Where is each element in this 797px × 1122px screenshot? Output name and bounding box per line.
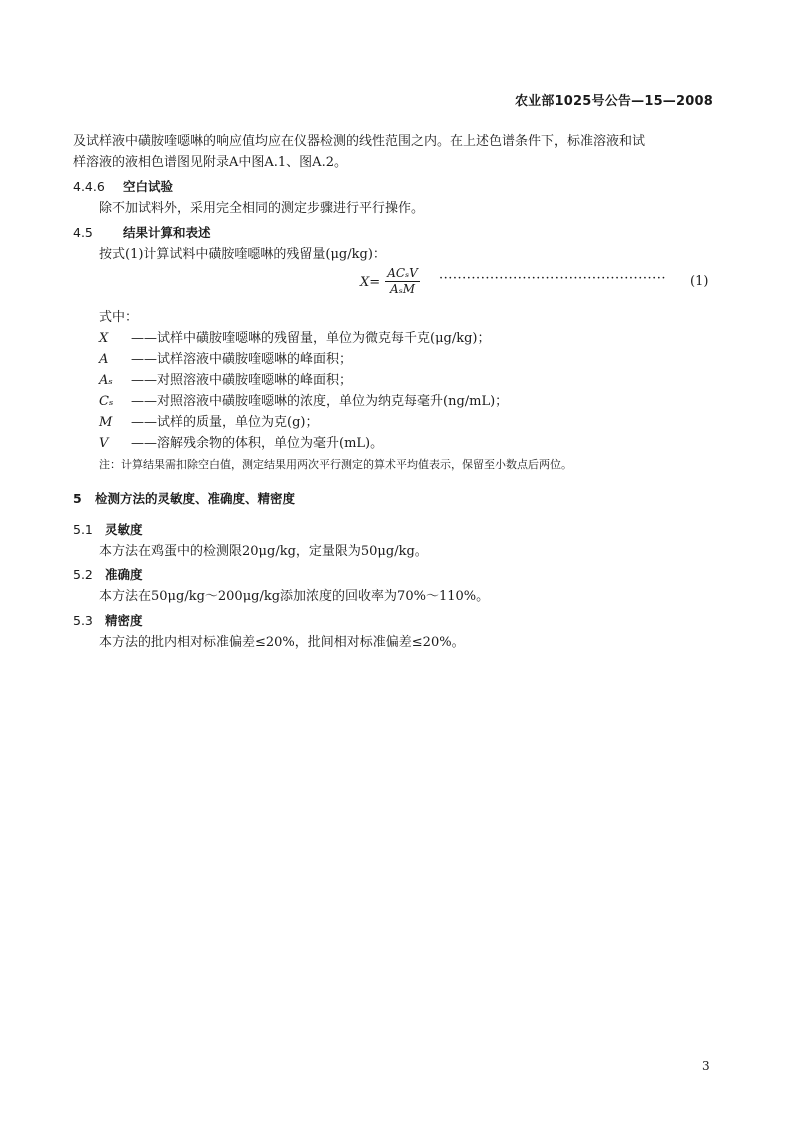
variable-description: ——试样的质量，单位为克(g)； (131, 415, 319, 430)
formula-lhs: X= (360, 275, 381, 290)
variable-symbol: M (99, 415, 113, 430)
where-label: 式中： (99, 310, 139, 325)
section-title: 检测方法的灵敏度、准确度、精密度 (95, 491, 296, 506)
section-5-heading (73, 489, 295, 507)
section-number: 4.5 (73, 225, 93, 240)
variable-row (99, 349, 352, 370)
variable-description: ——对照溶液中磺胺喹噁啉的浓度，单位为纳克每毫升(ng/mL)； (131, 394, 509, 409)
section-4-4-6-heading (73, 177, 173, 195)
variable-description: ——试样溶液中磺胺喹噁啉的峰面积； (131, 352, 353, 367)
formula-denominator: AₛM (390, 282, 416, 296)
section-title: 灵敏度 (105, 522, 143, 537)
section-title: 准确度 (105, 567, 143, 582)
variable-description: ——溶解残余物的体积，单位为毫升(mL)。 (131, 436, 384, 451)
section-5-1-heading (73, 520, 143, 538)
section-title: 精密度 (105, 613, 143, 628)
calculation-note: 注：计算结果需扣除空白值，测定结果用两次平行测定的算术平均值表示，保留至小数点后两位。 (99, 458, 572, 471)
variable-symbol: A (99, 352, 109, 367)
section-number: 5 (73, 491, 82, 506)
formula-1 (360, 266, 420, 297)
section-number: 5.3 (73, 613, 93, 628)
variable-description: ——试样中磺胺喹噁啉的残留量，单位为微克每千克(μg/kg)； (131, 331, 491, 346)
section-4-4-6-text: 除不加试料外，采用完全相同的测定步骤进行平行操作。 (99, 201, 425, 216)
variable-row (99, 328, 491, 349)
variable-description: ——对照溶液中磺胺喹噁啉的峰面积； (131, 373, 353, 388)
variable-symbol: V (99, 436, 109, 451)
variable-row (99, 391, 508, 412)
section-title: 空白试验 (123, 179, 174, 194)
section-5-1-text: 本方法在鸡蛋中的检测限20μg/kg，定量限为50μg/kg。 (99, 544, 428, 559)
section-number: 5.2 (73, 567, 93, 582)
section-4-5-text: 按式(1)计算试料中磺胺喹噁啉的残留量(μg/kg)： (99, 247, 386, 262)
variable-symbol: Cₛ (99, 394, 114, 409)
formula-fraction (385, 266, 420, 297)
section-number: 5.1 (73, 522, 93, 537)
section-number: 4.4.6 (73, 179, 105, 194)
section-5-2-text: 本方法在50μg/kg～200μg/kg添加浓度的回收率为70%～110%。 (99, 589, 490, 604)
page-number: 3 (702, 1059, 710, 1073)
section-5-3-text: 本方法的批内相对标准偏差≤20%，批间相对标准偏差≤20%。 (99, 635, 465, 650)
section-5-2-heading (73, 565, 143, 583)
formula-leader-dots: ················································· (439, 271, 666, 286)
section-5-3-heading (73, 611, 143, 629)
formula-number: (1) (690, 274, 709, 289)
section-4-5-heading (73, 223, 211, 241)
intro-line-2: 样溶液的液相色谱图见附录A中图A.1、图A.2。 (73, 155, 347, 170)
variable-row (99, 433, 383, 454)
section-title: 结果计算和表述 (123, 225, 211, 240)
variable-symbol: Aₛ (99, 373, 113, 388)
formula-numerator: ACₛV (387, 266, 418, 280)
variable-symbol: X (99, 331, 109, 346)
variable-row (99, 370, 352, 391)
variable-row (99, 412, 318, 433)
document-header: 农业部1025号公告—15—2008 (514, 94, 713, 109)
intro-line-1: 及试样液中磺胺喹噁啉的响应值均应在仪器检测的线性范围之内。在上述色谱条件下，标准溶液和试 (73, 134, 646, 149)
